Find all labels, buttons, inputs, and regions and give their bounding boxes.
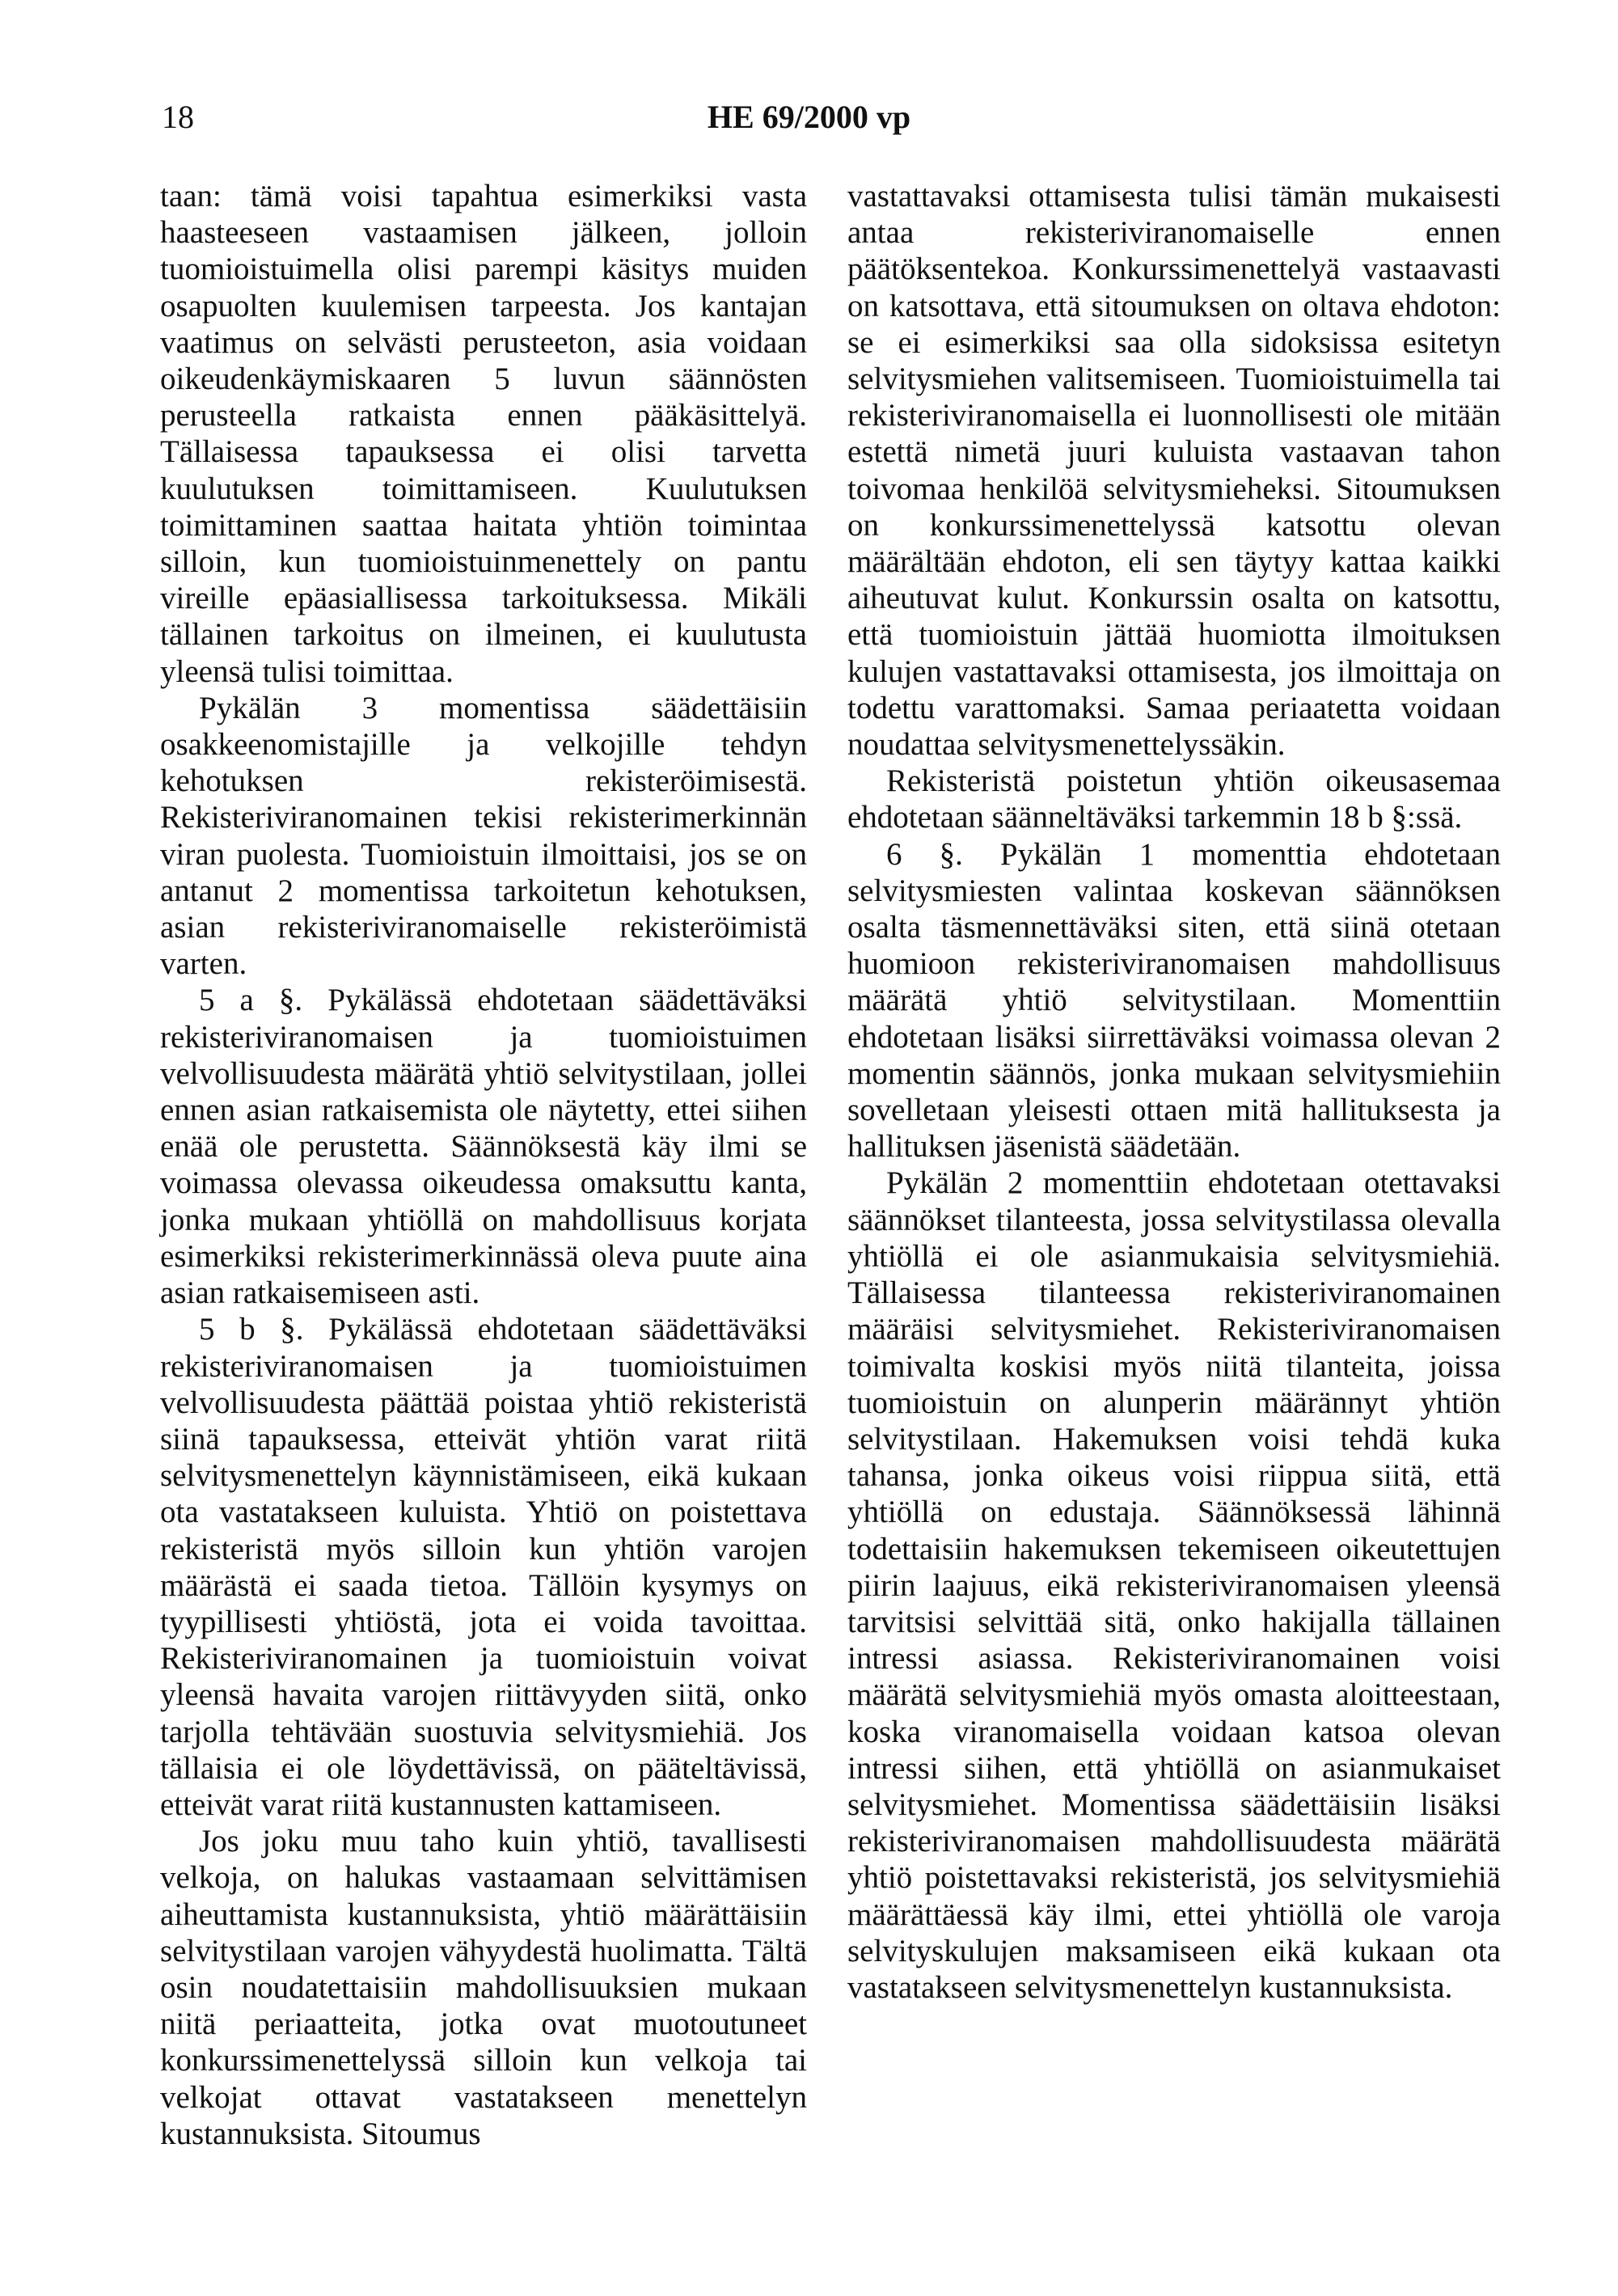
right-text-column: [847, 178, 1501, 2006]
paragraph: 6 §. Pykälän 1 momenttia ehdotetaan selvitysmiesten valintaa koskevan säännöksen osalta täsmennettäväksi siten, että siinä otetaan huomioon rekisteriviranomaisen mahdollisuus määrätä yhtiö selvitystilaan. Momenttiin ehdotetaan lisäksi siirrettäväksi voimassa olevan 2 momentin säännös, jonka mukaan selvitysmiehiin sovelletaan yleisesti ottaen mitä hallituksesta ja hallituksen jäsenistä säädetään.: [847, 836, 1501, 1165]
paragraph: Jos joku muu taho kuin yhtiö, tavallisesti velkoja, on halukas vastaamaan selvittämisen aiheuttamista kustannuksista, yhtiö määrättäisiin selvitystilaan varojen vähyydestä huolimatta. Tältä osin noudatettaisiin mahdollisuuksien mukaan niitä periaatteita, jotka ovat muotoutuneet konkurssimenettelyssä silloin kun velkoja tai velkojat ottavat vastatakseen menettelyn kustannuksista. Sitoumus: [160, 1824, 807, 2151]
paragraph: Pykälän 2 momenttiin ehdotetaan otettavaksi säännökset tilanteesta, jossa selvitystilassa olevalla yhtiöllä ei ole asianmukaisia selvitysmiehiä. Tällaisessa tilanteessa rekisteriviranomainen määräisi selvitysmiehet. Rekisteriviranomaisen toimivalta koskisi myös niitä tilanteita, joissa tuomioistuin on alunperin määrännyt yhtiön selvitystilaan. Hakemuksen voisi tehdä kuka tahansa, jonka oikeus voisi riippua siitä, että yhtiöllä on edustaja. Säännöksessä lähinnä todettaisiin hakemuksen tekemiseen oikeutettujen piirin laajuus, eikä rekisteriviranomaisen yleensä tarvitsisi selvittää sitä, onko hakijalla tällainen intressi asiassa. Rekisteriviranomainen voisi määrätä selvitysmiehiä myös omasta aloitteestaan, koska viranomaisella voidaan katsoa olevan intressi siihen, että yhtiöllä on asianmukaiset selvitysmiehet. Momentissa säädettäisiin lisäksi rekisteriviranomaisen mahdollisuudesta määrätä yhtiö poistettavaksi rekisteristä, jos selvitysmiehiä määrättäessä käy ilmi, ettei yhtiöllä ole varoja selvityskulujen maksamiseen eikä kukaan ota vastatakseen selvitysmenettelyn kustannuksista.: [847, 1165, 1501, 2005]
paragraph: 5 b §. Pykälässä ehdotetaan säädettäväksi rekisteriviranomaisen ja tuomioistuimen velvollisuudesta päättää poistaa yhtiö rekisteristä siinä tapauksessa, etteivät yhtiön varat riitä selvitysmenettelyn käynnistämiseen, eikä kukaan ota vastatakseen kuluista. Yhtiö on poistettava rekisteristä myös silloin kun yhtiön varojen määrästä ei saada tietoa. Tällöin kysymys on tyypillisesti yhtiöstä, jota ei voida tavoittaa. Rekisteriviranomainen ja tuomioistuin voivat yleensä havaita varojen riittävyyden siitä, onko tarjolla tehtävään suostuvia selvitysmiehiä. Jos tällaisia ei ole löydettävissä, on pääteltävissä, etteivät varat riitä kustannusten kattamiseen.: [160, 1312, 807, 1822]
paragraph: vastattavaksi ottamisesta tulisi tämän mukaisesti antaa rekisteriviranomaiselle ennen päätöksentekoa. Konkurssimenettelyä vastaavasti on katsottava, että sitoumuksen on oltava ehdoton: se ei esimerkiksi saa olla sidoksissa esitetyn selvitysmiehen valitsemiseen. Tuomioistuimella tai rekisteriviranomaisella ei luonnollisesti ole mitään estettä nimetä juuri kuluista vastaavan tahon toivomaa henkilöä selvitysmieheksi. Sitoumuksen on konkurssimenettelyssä katsottu olevan määrältään ehdoton, eli sen täytyy kattaa kaikki aiheutuvat kulut. Konkurssin osalta on katsottu, että tuomioistuin jättää huomiotta ilmoituksen kulujen vastattavaksi ottamisesta, jos ilmoittaja on todettu varattomaksi. Samaa periaatetta voidaan noudattaa selvitysmenettelyssäkin.: [847, 179, 1501, 763]
running-title: HE 69/2000 vp: [707, 99, 911, 135]
paragraph: 5 a §. Pykälässä ehdotetaan säädettäväksi rekisteriviranomaisen ja tuomioistuimen velvollisuudesta määrätä yhtiö selvitystilaan, jollei ennen asian ratkaisemista ole näytetty, ettei siihen enää ole perustetta. Säännöksestä käy ilmi se voimassa olevassa oikeudessa omaksuttu kanta, jonka mukaan yhtiöllä on mahdollisuus korjata esimerkiksi rekisterimerkinnässä oleva puute aina asian ratkaisemiseen asti.: [160, 983, 807, 1311]
paragraph: Rekisteristä poistetun yhtiön oikeusasemaa ehdotetaan säänneltäväksi tarkemmin 18 b §:ssä.: [847, 763, 1501, 835]
paragraph: Pykälän 3 momentissa säädettäisiin osakkeenomistajille ja velkojille tehdyn kehotuksen rekisteröimisestä. Rekisteriviranomainen tekisi rekisterimerkinnän viran puolesta. Tuomioistuin ilmoittaisi, jos se on antanut 2 momentissa tarkoitetun kehotuksen, asian rekisteriviranomaiselle rekisteröimistä varten.: [160, 690, 807, 982]
paragraph: taan: tämä voisi tapahtua esimerkiksi vasta haasteeseen vastaamisen jälkeen, jolloin tuomioistuimella olisi parempi käsitys muiden osapuolten kuulemisen tarpeesta. Jos kantajan vaatimus on selvästi perusteeton, asia voidaan oikeudenkäymiskaaren 5 luvun säännösten perusteella ratkaista ennen pääkäsittelyä. Tällaisessa tapauksessa ei olisi tarvetta kuulutuksen toimittamiseen. Kuulutuksen toimittaminen saattaa haitata yhtiön toimintaa silloin, kun tuomioistuinmenettely on pantu vireille epäasiallisessa tarkoituksessa. Mikäli tällainen tarkoitus on ilmeinen, ei kuulutusta yleensä tulisi toimittaa.: [160, 179, 807, 689]
page-number: 18: [162, 99, 194, 135]
left-text-column: [160, 178, 807, 2152]
